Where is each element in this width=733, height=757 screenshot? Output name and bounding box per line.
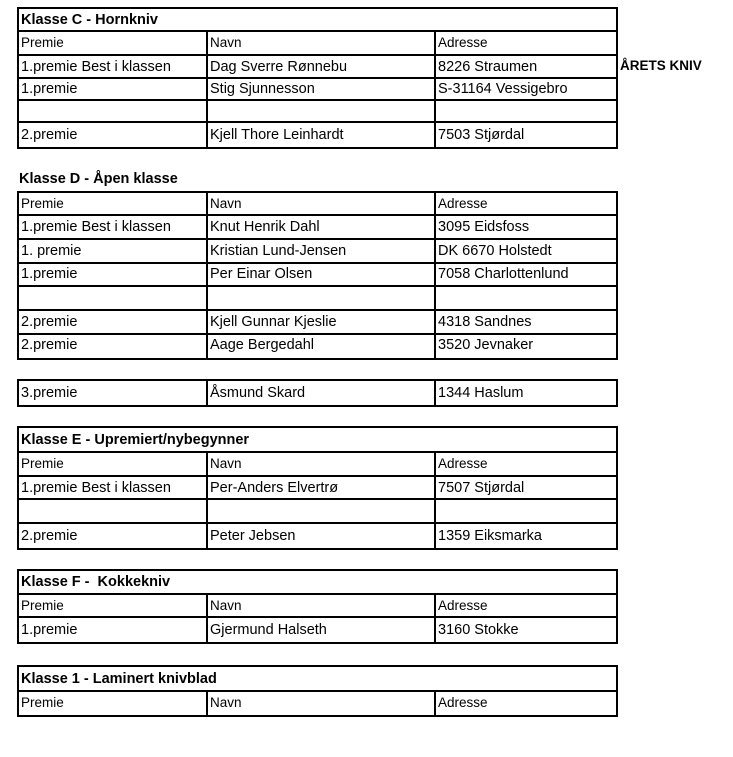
cell-premie [19,101,208,121]
cell-navn: Kjell Thore Leinhardt [208,123,436,147]
klasse-e-table [17,426,618,550]
cell-adresse: 8226 Straumen [438,59,538,75]
cell-adresse [436,101,616,121]
table-row [19,524,616,548]
table-row [19,101,616,123]
header-adresse: Adresse [438,695,488,710]
klasse-c-table [17,7,618,149]
table-row [19,264,616,287]
table-row [19,216,616,240]
cell-adresse: DK 6670 Holstedt [438,243,552,259]
cell-navn [208,500,436,522]
cell-adresse [436,287,616,309]
klasse-d-title: Klasse D - Åpen klasse [19,171,178,187]
cell-navn: Aage Bergedahl [208,335,436,358]
cell-premie: 1.premie [19,79,208,99]
header-adresse: Adresse [438,456,488,471]
cell-adresse: 3160 Stokke [438,622,519,638]
cell-premie: 1.premie Best i klassen [19,56,208,77]
cell-adresse: 7058 Charlottenlund [438,266,569,282]
cell-premie: 3.premie [19,381,208,405]
table-row [19,240,616,264]
cell-premie: 1.premie Best i klassen [19,216,208,238]
cell-navn: Gjermund Halseth [208,618,436,642]
cell-premie: 1.premie [19,618,208,642]
header-row [19,692,616,715]
cell-adresse: 7507 Stjørdal [438,480,525,496]
cell-premie: 2.premie [19,524,208,548]
cell-navn [208,101,436,121]
header-navn: Navn [208,692,436,715]
header-premie: Premie [19,193,208,214]
cell-adresse: 4318 Sandnes [438,314,532,330]
header-navn: Navn [208,32,436,54]
table-row [19,500,616,524]
header-premie: Premie [19,692,208,715]
klasse-f-title: Klasse F - Kokkekniv [19,571,616,595]
cell-adresse: S-31164 Vessigebro [438,81,568,97]
cell-adresse: 7503 Stjørdal [438,127,525,143]
header-premie: Premie [19,595,208,616]
cell-premie: 2.premie [19,123,208,147]
header-adresse: Adresse [438,35,488,50]
cell-adresse: 3520 Jevnaker [438,337,534,353]
table-row [19,79,616,101]
klasse-e-title: Klasse E - Upremiert/nybegynner [19,428,616,453]
arets-kniv-note: ÅRETS KNIV [620,58,702,73]
table-row [19,477,616,500]
table-row [19,123,616,147]
cell-navn: Knut Henrik Dahl [208,216,436,238]
cell-navn: Kristian Lund-Jensen [208,240,436,262]
header-premie: Premie [19,453,208,475]
table-row [19,618,616,642]
klasse-1-title: Klasse 1 - Laminert knivblad [19,667,616,692]
cell-premie [19,500,208,522]
cell-navn: Stig Sjunnesson [208,79,436,99]
cell-navn: Dag Sverre Rønnebu [208,56,436,77]
header-adresse: Adresse [438,196,488,211]
header-row [19,193,616,216]
klasse-d-table [17,191,618,360]
klasse-c-title: Klasse C - Hornkniv [19,9,616,32]
table-row [19,287,616,311]
klasse-d-third-table [17,379,618,407]
header-navn: Navn [208,595,436,616]
table-row [19,335,616,358]
cell-adresse: 3095 Eidsfoss [438,219,530,235]
cell-navn: Per-Anders Elvertrø [208,477,436,498]
klasse-f-table [17,569,618,644]
cell-navn: Per Einar Olsen [208,264,436,285]
cell-navn: Peter Jebsen [208,524,436,548]
cell-premie: 1.premie Best i klassen [19,477,208,498]
cell-navn: Kjell Gunnar Kjeslie [208,311,436,333]
cell-premie: 2.premie [19,335,208,358]
header-row [19,32,616,56]
table-row [19,56,616,79]
table-row [19,311,616,335]
cell-premie: 2.premie [19,311,208,333]
cell-adresse [436,500,616,522]
cell-premie: 1. premie [19,240,208,262]
header-row [19,595,616,618]
header-navn: Navn [208,453,436,475]
cell-adresse: 1359 Eiksmarka [438,528,542,544]
klasse-1-table [17,665,618,717]
cell-premie [19,287,208,309]
cell-navn [208,287,436,309]
cell-navn: Åsmund Skard [208,381,436,405]
header-row [19,453,616,477]
header-navn: Navn [208,193,436,214]
header-premie: Premie [19,32,208,54]
header-adresse: Adresse [438,598,488,613]
table-row [19,381,616,405]
cell-adresse: 1344 Haslum [438,385,524,401]
cell-premie: 1.premie [19,264,208,285]
